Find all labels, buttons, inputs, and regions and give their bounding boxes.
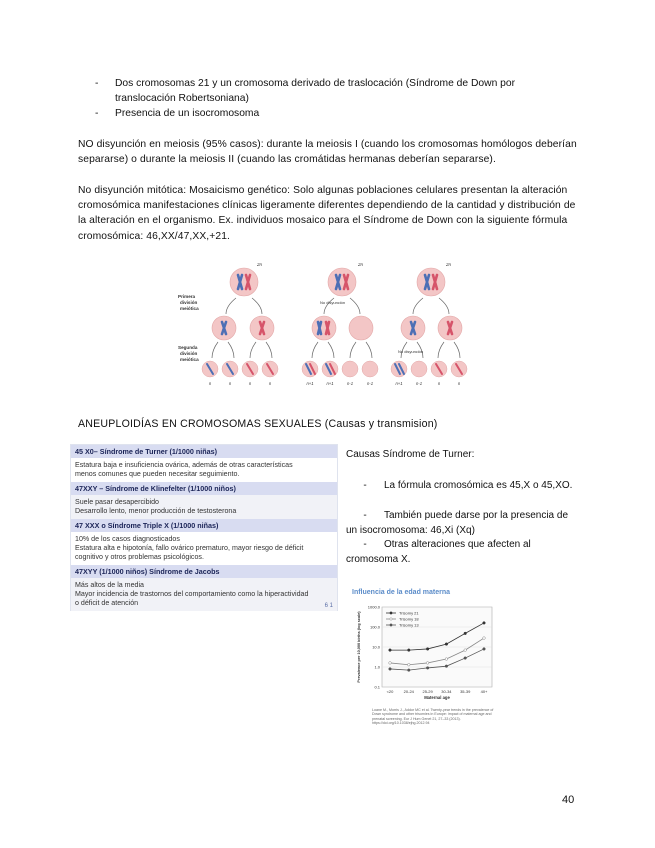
ploidy-label: 2n	[358, 262, 364, 267]
sex-chromosome-table	[70, 444, 338, 611]
gamete-label: n+1	[306, 381, 314, 386]
desc-line: Más altos de la media	[75, 581, 145, 589]
data-point	[426, 667, 429, 670]
bullet-dash: -	[95, 108, 99, 119]
desc-line: Estatura baja e insuficiencia ovárica, además de otras características	[75, 461, 293, 469]
data-point	[445, 658, 448, 661]
y-axis-label: Prevalence per 10,000 births (log scale)	[357, 611, 361, 683]
ploidy-label: 2n	[446, 262, 452, 267]
y-tick-label: 1000.0	[367, 604, 380, 610]
turner-item-text: La fórmula cromosómica es 45,X o 45,XO.	[384, 480, 573, 491]
nondisjunction-diagram	[178, 258, 490, 388]
desc-line: Estatura alta e hipotonía, fallo ovárico prematuro, mayor riesgo de déficit	[75, 544, 304, 552]
legend-marker	[390, 612, 392, 614]
desc-line: Suele pasar desapercibido	[75, 498, 159, 506]
data-point	[389, 668, 392, 671]
x-tick-label: 30-34	[441, 689, 452, 694]
y-tick-label: 100.0	[369, 624, 380, 630]
gamete-label: n	[248, 381, 252, 386]
desc-line: cognitivo y otros problemas psicológicos.	[75, 553, 204, 561]
table-row-desc	[71, 578, 337, 611]
section-heading: ANEUPLOIDÍAS EN CROMOSOMAS SEXUALES (Causas y transmision)	[78, 418, 438, 430]
maternal-age-chart	[352, 599, 502, 709]
table-row-desc	[71, 495, 337, 519]
turner-item-text: Otras alteraciones que afecten al cromosoma X.	[346, 539, 531, 565]
gamete-label: n	[268, 381, 272, 386]
table-footer-mark: 6 1	[324, 603, 333, 609]
gamete-label: n-1	[346, 381, 354, 386]
x-tick-label: 35-39	[460, 689, 471, 694]
table-row-title: 47XYY (1/1000 niños) Síndrome de Jacobs	[71, 565, 337, 578]
legend-label: Trisomy 13	[399, 622, 419, 628]
data-point	[445, 643, 448, 646]
x-tick-label: <20	[386, 689, 394, 694]
y-tick-label: 10.0	[372, 644, 380, 650]
data-point	[483, 622, 486, 625]
nondisjunction-label: No disyunción	[320, 300, 346, 305]
x-axis-label: Maternal age	[424, 695, 450, 700]
row1-label-line2: división	[180, 300, 198, 305]
turner-item-text: También puede darse por la presencia de un isocromosoma: 46,Xi (Xq)	[346, 510, 569, 536]
data-point	[483, 648, 486, 651]
legend-marker	[390, 618, 392, 620]
data-point	[389, 649, 392, 652]
gamete-label: n+1	[326, 381, 334, 386]
table-row-title: 45 X0– Síndrome de Turner (1/1000 niñas)	[71, 445, 337, 458]
x-tick-label: 25-29	[422, 689, 433, 694]
desc-line: 10% de los casos diagnosticados	[75, 535, 180, 543]
data-point	[483, 637, 486, 640]
bullet-text: Presencia de un isocromosoma	[115, 108, 260, 119]
gamete-label: n-1	[415, 381, 423, 386]
parent-cells	[230, 268, 445, 296]
page-number: 40	[562, 794, 575, 806]
turner-title: Causas Síndrome de Turner:	[346, 449, 475, 460]
meiosis1-cells	[212, 316, 462, 340]
gamete-label: n	[437, 381, 441, 386]
paragraph-meiosis: NO disyunción en meiosis (95% casos): durante la meiosis I (cuando los cromosomas homólogos deberían separarse) o durante la meiosis II (cuando las cromátidas hermanas deberían separarse).	[78, 139, 577, 166]
x-tick-label: 20-24	[403, 689, 414, 694]
bullet-dash: -	[363, 510, 367, 521]
data-point	[426, 662, 429, 665]
bullet-dash: -	[95, 78, 99, 89]
gamete-label: n	[457, 381, 461, 386]
turner-item	[346, 538, 576, 568]
desc-line: menos comunes que pueden necesitar seguimiento.	[75, 470, 240, 478]
legend-label: Trisomy 21	[399, 610, 419, 616]
legend-label: Trisomy 18	[399, 616, 419, 622]
bullet-text: Dos cromosomas 21 y un cromosoma derivado de traslocación (Síndrome de Down por translocación Robertsoniana)	[115, 78, 516, 105]
turner-item	[346, 479, 576, 494]
turner-item	[346, 509, 576, 539]
chart-title: Influencia de la edad materna	[352, 589, 451, 596]
desc-line: Mayor incidencia de trastornos del comportamiento como la hiperactividad	[75, 590, 309, 598]
data-point	[445, 665, 448, 668]
chart-citation: Loane M., Morris J., Addor MC et al. Twenty-year trends in the prevalence of Down syndrome and other trisomies in Europe: impact of maternal age and prenatal screening. Eur J Hum Genet 21, 27–33 (2013). https://doi.org/10.1038/ejhg.2012.94	[372, 708, 494, 726]
data-point	[464, 632, 467, 635]
data-point	[408, 669, 411, 672]
row1-label-line3: meiótica	[180, 306, 199, 311]
table-row-title: 47 XXX o Síndrome Triple X (1/1000 niñas)	[71, 519, 337, 532]
legend-marker	[390, 624, 392, 626]
table-row-title: 47XXY – Síndrome de Klinefelter (1/1000 niños)	[71, 482, 337, 495]
y-tick-label: 1.0	[374, 664, 380, 670]
nondisjunction-label: No disyunción	[398, 349, 424, 354]
data-point	[389, 662, 392, 665]
gamete-label: n-1	[366, 381, 374, 386]
desc-line: Desarrollo lento, menor producción de testosterona	[75, 507, 237, 515]
x-tick-label: 40+	[480, 689, 488, 694]
row2-label-line2: división	[180, 351, 198, 356]
bullet-dash: -	[363, 539, 367, 550]
gamete-label: n	[228, 381, 232, 386]
data-point	[408, 649, 411, 652]
data-point	[464, 657, 467, 660]
table-row-desc	[71, 532, 337, 565]
y-tick-label: 0.1	[374, 684, 380, 690]
desc-line: o déficit de atención	[75, 599, 139, 607]
data-point	[408, 663, 411, 666]
ploidy-label: 2n	[257, 262, 263, 267]
row2-label-line3: meiótica	[180, 357, 199, 362]
row2-label-line1: Segunda	[178, 345, 198, 350]
gamete-label: n	[208, 381, 212, 386]
gamete-label: n+1	[395, 381, 403, 386]
bullet-dash: -	[363, 480, 367, 491]
data-point	[426, 648, 429, 651]
paragraph-mitotic: No disyunción mitótica: Mosaicismo genético: Solo algunas poblaciones celulares presentan la alteración cromosómica manifestaciones clínicas ligeramente diferentes dependiendo de la cantidad y distribución de la alteración en el organismo. Ex. individuos mosaico para el Síndrome de Down con la siguiente fórmula cromosómica: 46,XX/47,XX,+21.	[78, 185, 576, 242]
gamete-cells	[202, 361, 467, 377]
data-point	[464, 649, 467, 652]
table-row-desc	[71, 458, 337, 482]
row1-label-line1: Primera	[178, 294, 196, 299]
